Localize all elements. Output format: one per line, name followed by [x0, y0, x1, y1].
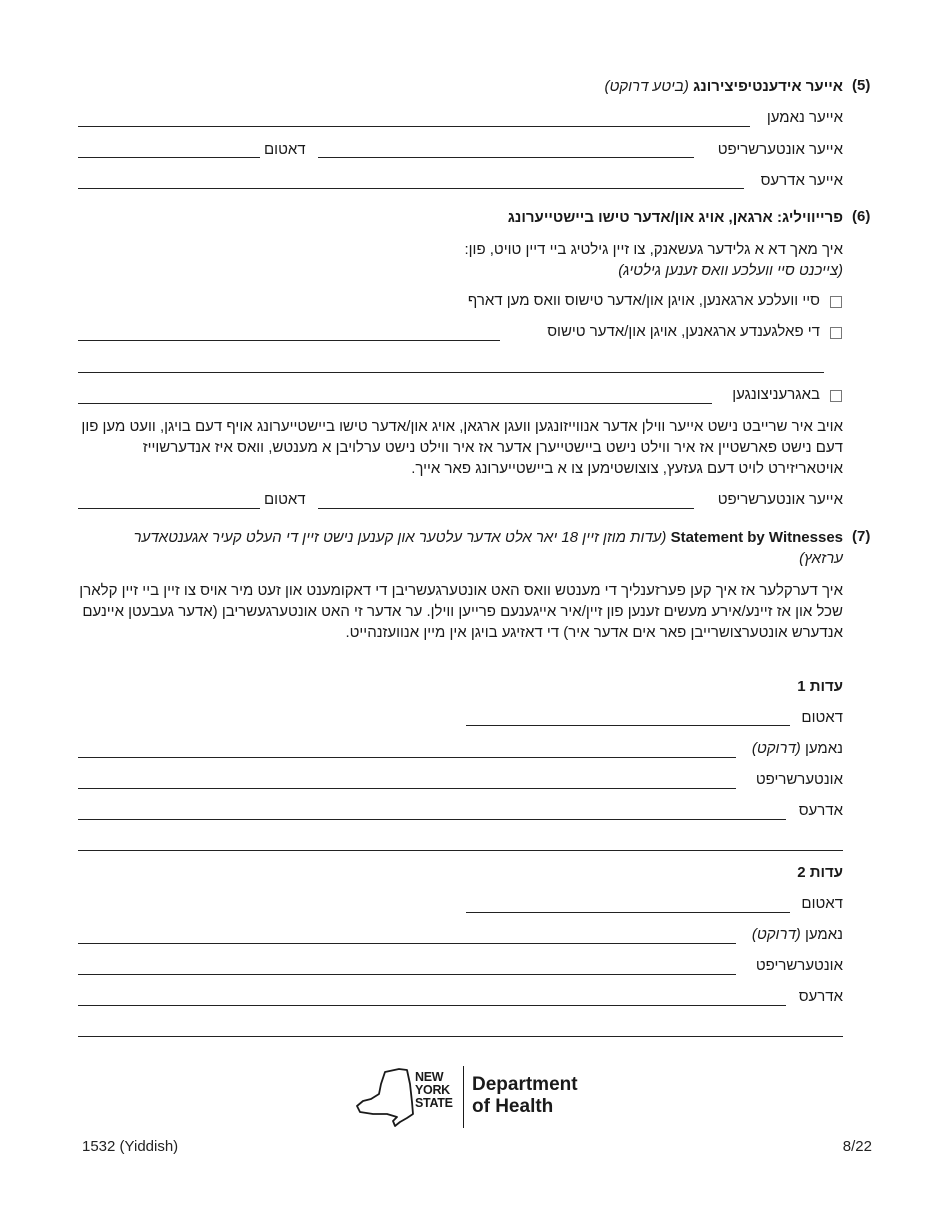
logo-dept-line1: Department	[472, 1074, 578, 1095]
section6-number: (6)	[852, 208, 871, 225]
section6-title: פרייוויליג: ארגאן, אויג און/אדער טישו ביישטייערונג	[507, 209, 843, 226]
section7-title	[100, 527, 843, 569]
logo-dept-text	[472, 1074, 578, 1118]
witness2-signature-label: אונטערשריפט	[755, 957, 843, 974]
footer-date: 8/22	[842, 1138, 872, 1155]
limitations-field[interactable]	[78, 403, 712, 404]
witness2-date-label: דאטום	[801, 895, 843, 912]
section7-title-note: (עדות מוזן זיין 18 יאר אלט אדער עלטער און קענען נישט זיין די העלט קעיר אגענטאדער ערזאץ)	[133, 529, 843, 567]
logo-state-line3: STATE	[415, 1096, 453, 1110]
section5-title: אייער אידענטיפיצירונג	[693, 78, 843, 95]
witness2-name-field[interactable]	[78, 943, 736, 944]
witness1-name-note: (דרוקט)	[751, 740, 801, 757]
witness1-address-field-2[interactable]	[78, 850, 843, 851]
following-organs-field-2[interactable]	[78, 372, 824, 373]
option-limitations-label: באגרעניצונגען	[732, 386, 820, 403]
option-following-organs-label: די פאלגענדע ארגאנען, אויגן און/אדער טישוס	[547, 323, 820, 340]
witness2-address-field[interactable]	[78, 1005, 786, 1006]
section6-paragraph: אויב איר שרייבט נישט אייער ווילן אדער אנווייזונגען וועגן ארגאן, אויג און/אדער טישו ביישטייערונג אויף דעם בויגן, וועט מען פון דעם נישט פארשטיין אז איר ווילט נישט ביישטייערן אדער אז איר ווילט נישט ערלויבן א מענטש, וואס איז אנדערשוייז אויטאריזירט לויט דעם געזעץ, צוצושטימען צו א ביישטייערונג פאר אייך.	[81, 418, 843, 477]
witness2-signature-field[interactable]	[78, 974, 736, 975]
witness1-date-label: דאטום	[801, 709, 843, 726]
logo-state-line2: YORK	[415, 1083, 450, 1097]
witness2-name-label-row	[752, 925, 843, 945]
nys-doh-logo	[355, 1066, 595, 1128]
witness2-address-field-2[interactable]	[78, 1036, 843, 1037]
witness2-name-note: (דרוקט)	[751, 926, 801, 943]
logo-state-text	[415, 1071, 453, 1110]
witness1-heading: עדות 1	[797, 678, 843, 695]
section5-date-field[interactable]	[78, 157, 260, 158]
logo-state-line1: NEW	[415, 1070, 444, 1084]
section6-date-label: דאטום	[264, 491, 306, 508]
witness1-name-label-row	[752, 739, 843, 759]
section5-name-field[interactable]	[78, 126, 750, 127]
checkbox-any-organs[interactable]	[830, 296, 842, 308]
section6-signature-label: אייער אונטערשריפט	[717, 491, 843, 508]
section5-title-note: (ביטע דרוקט)	[604, 78, 689, 95]
section5-address-label: אייער אדרעס	[760, 172, 843, 189]
following-organs-field[interactable]	[78, 340, 500, 341]
section5-number: (5)	[852, 77, 871, 94]
section6-date-field[interactable]	[78, 508, 260, 509]
section5-title-row	[604, 77, 843, 97]
witness1-signature-field[interactable]	[78, 788, 736, 789]
section5-signature-label: אייער אונטערשריפט	[717, 141, 843, 158]
section5-address-field[interactable]	[78, 188, 744, 189]
witness1-address-label: אדרעס	[798, 802, 843, 819]
section7-number: (7)	[852, 528, 871, 545]
witness1-date-field[interactable]	[466, 725, 790, 726]
new-york-state-map-icon	[355, 1066, 417, 1128]
witness1-signature-label: אונטערשריפט	[755, 771, 843, 788]
section5-date-label: דאטום	[264, 141, 306, 158]
witness2-date-field[interactable]	[466, 912, 790, 913]
section6-intro: איך מאך דא א גלידער געשאנק, צו זיין גילטיג ביי דיין טויט, פון:	[464, 241, 843, 258]
section6-intro-note: (צייכנט סיי וועלכע וואס זענען גילטיג)	[618, 262, 843, 279]
witness2-name-label: נאמען	[804, 926, 843, 943]
section7-paragraph: איך דערקלער אז איך קען פערזענליך די מענטש וואס האט אונטערגעשריבן די דאקומענט און זעט מיר אויס צו זיין ביי זיין קלארן שכל און אז זיינע/אירע מעשים זענען פון זיין/איר אייגענעם פרייען ווילן. ער אדער זי האט אונטערגעשריבן (אדער געבעטן איינעם אנדערש אונטערצושרייבן פאר אים אדער איר) די דאזיגע בויגן אין מיין אנוועזנהייט.	[79, 582, 843, 641]
section5-name-label: אייער נאמען	[766, 109, 843, 126]
logo-dept-line2: of Health	[472, 1096, 554, 1117]
checkbox-following-organs[interactable]	[830, 327, 842, 339]
logo-divider	[463, 1066, 464, 1128]
witness2-heading: עדות 2	[797, 864, 843, 881]
witness1-name-label: נאמען	[804, 740, 843, 757]
section6-signature-field[interactable]	[318, 508, 694, 509]
checkbox-limitations[interactable]	[830, 390, 842, 402]
footer-form-number: 1532 (Yiddish)	[82, 1138, 179, 1155]
witness2-address-label: אדרעס	[798, 988, 843, 1005]
option-any-organs-label: סיי וועלכע ארגאנען, אויגן און/אדער טישוס וואס מען דארף	[467, 292, 820, 309]
witness1-name-field[interactable]	[78, 757, 736, 758]
section7-title-en: Statement by Witnesses	[670, 529, 843, 546]
witness1-address-field[interactable]	[78, 819, 786, 820]
section5-signature-field[interactable]	[318, 157, 694, 158]
